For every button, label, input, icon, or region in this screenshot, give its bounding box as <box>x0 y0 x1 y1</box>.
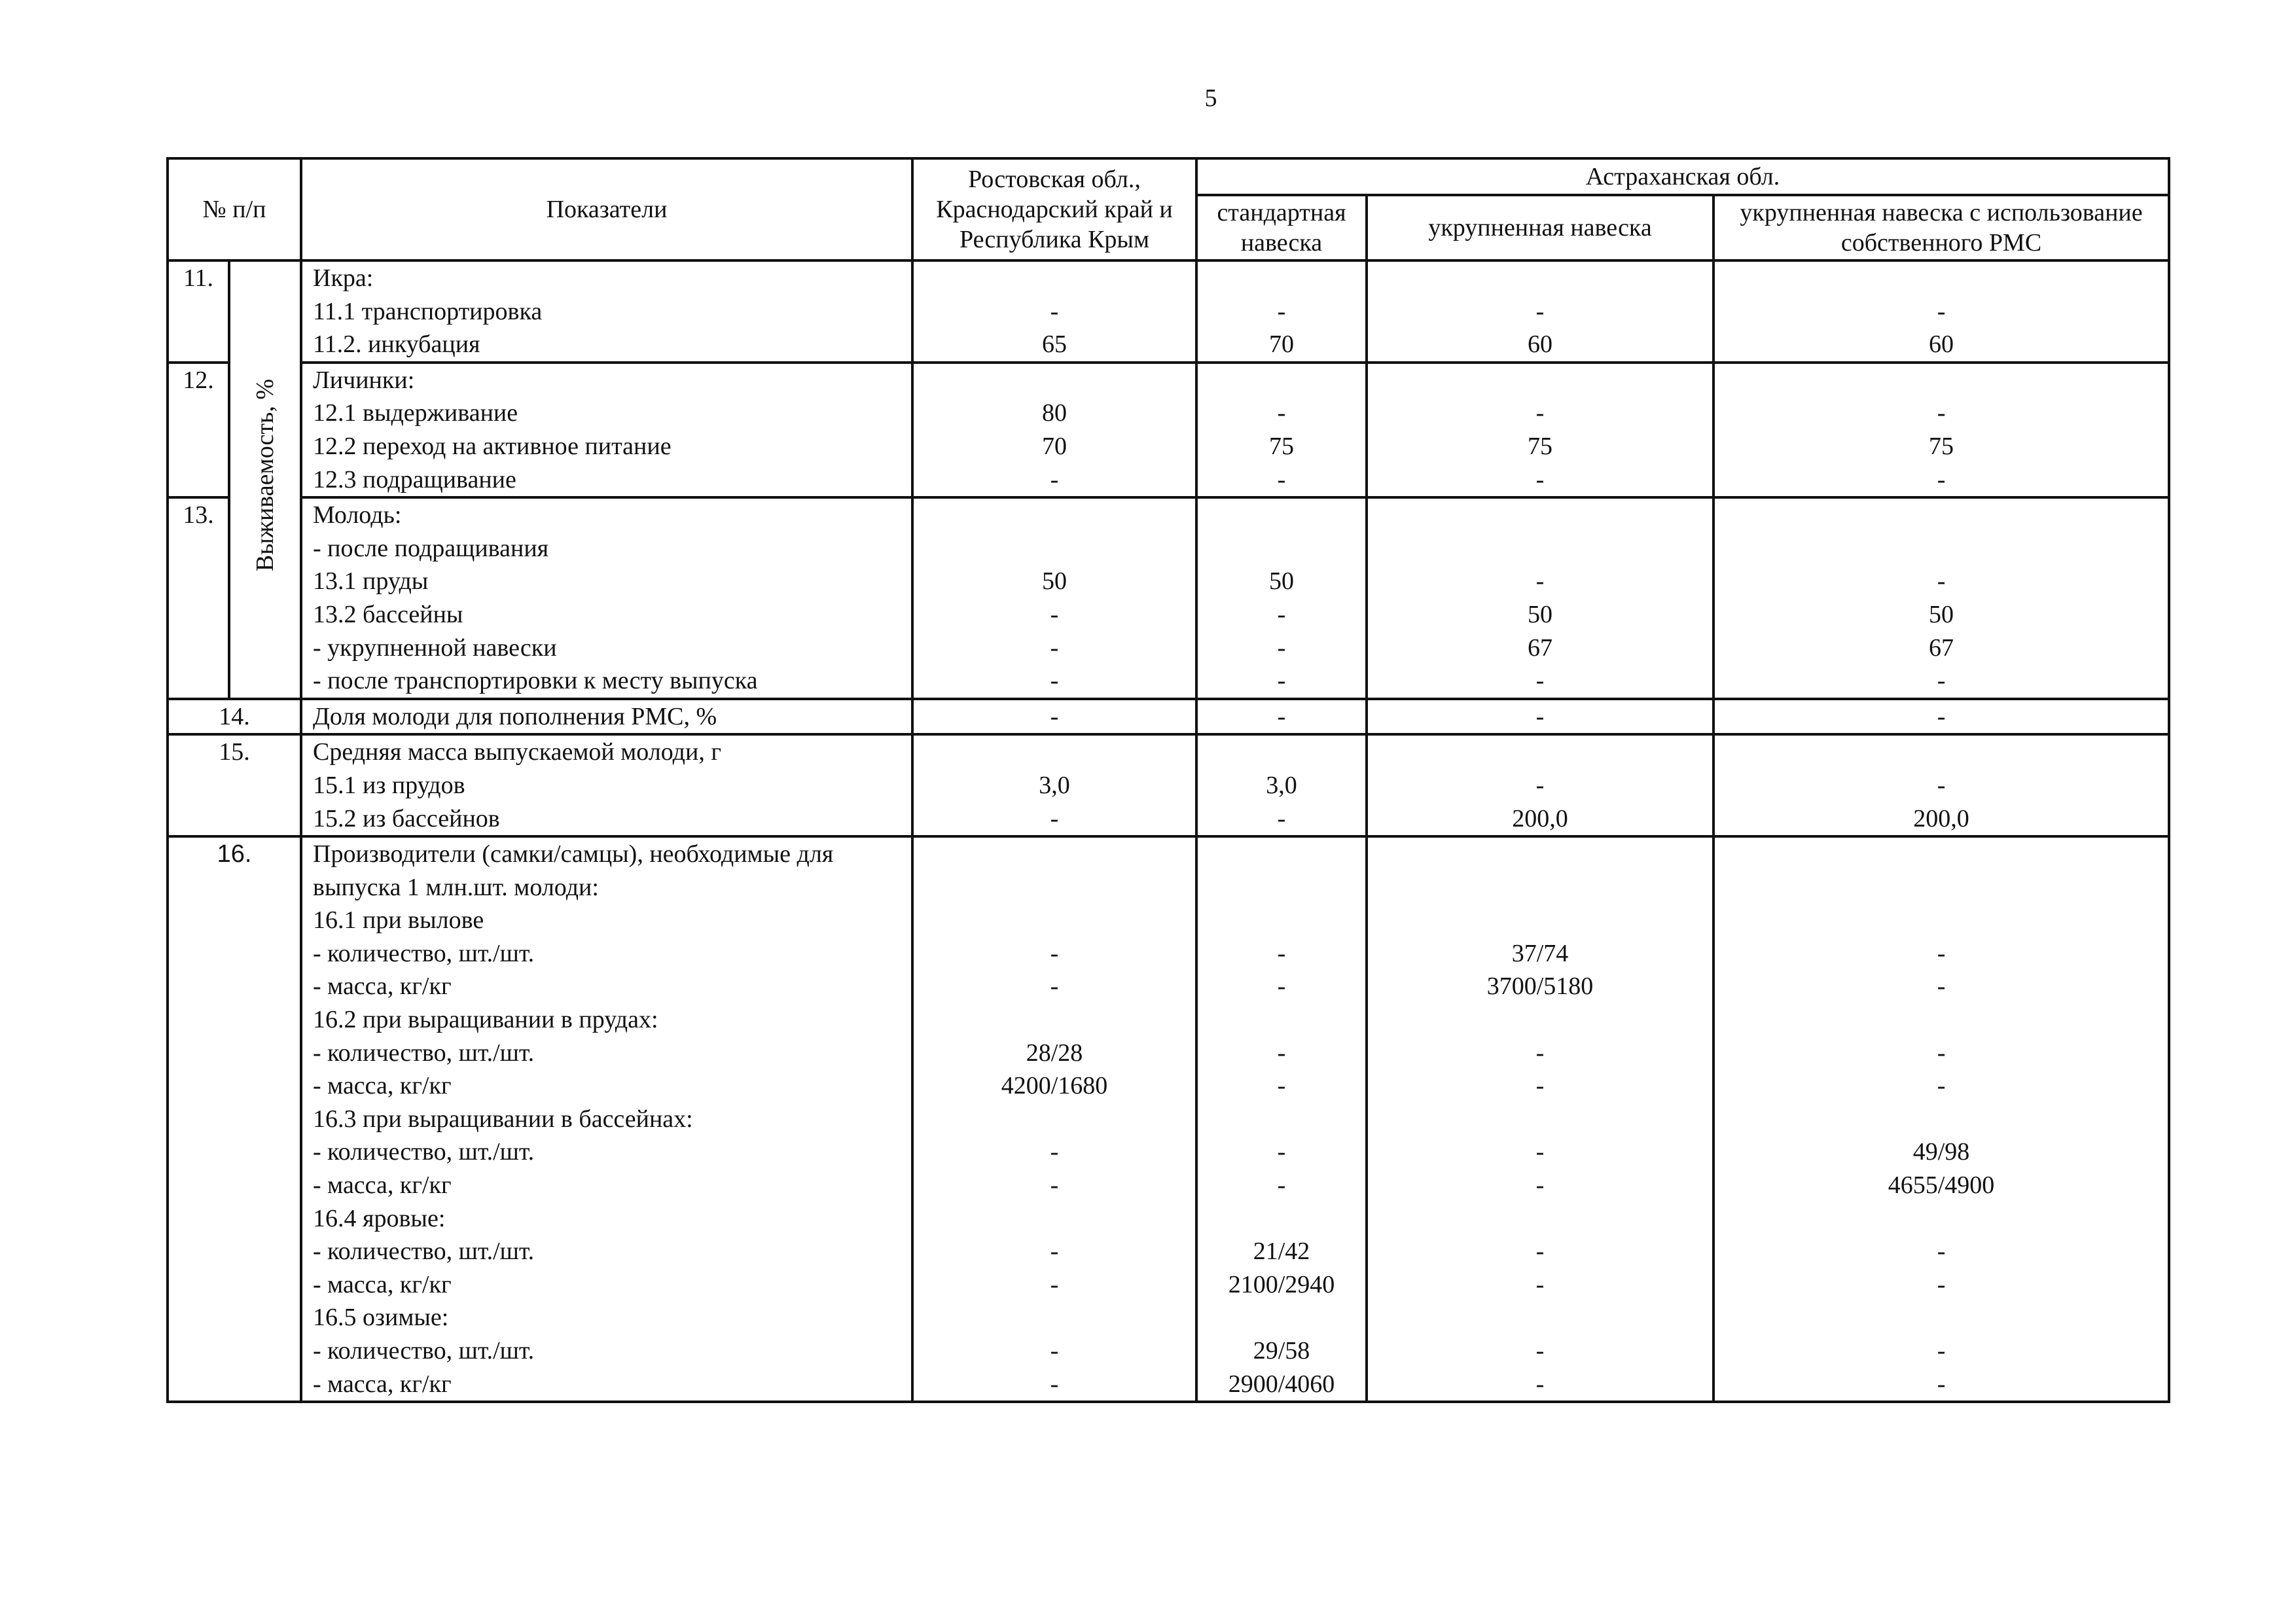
cell-line: 70 <box>1042 432 1067 460</box>
table-row <box>168 363 2169 497</box>
cell-line: - количество, шт./шт. <box>313 1138 535 1166</box>
cell-line: - <box>1937 702 1946 730</box>
data-table <box>166 157 2170 1403</box>
row-number: 16. <box>168 836 301 1402</box>
cell-line: - масса, кг/кг <box>313 1270 452 1298</box>
cell-line: - <box>1277 667 1286 695</box>
indicator-cell <box>301 260 912 363</box>
cell-line: - <box>1277 1072 1286 1100</box>
cell-line: - <box>1937 1238 1946 1266</box>
value-cell-standard <box>1196 260 1367 363</box>
cell-line: - <box>1050 297 1059 325</box>
cell-line: - <box>1535 1072 1545 1100</box>
cell-line: - <box>1937 972 1946 1001</box>
header-region-rostov: Ростовская обл., Краснодарский край и Республика Крым <box>912 158 1196 260</box>
cell-line: - <box>1535 1238 1545 1266</box>
cell-line: - <box>1937 1039 1946 1067</box>
cell-line <box>1200 736 1363 769</box>
cell-line: 12.1 выдерживание <box>313 399 518 427</box>
cell-line: 75 <box>1929 432 1954 460</box>
cell-line: - масса, кг/кг <box>313 972 452 1001</box>
cell-line: 67 <box>1929 633 1954 662</box>
cell-line: - <box>1277 972 1286 1001</box>
cell-line: 200,0 <box>1512 804 1568 832</box>
cell-line: - <box>1050 702 1059 730</box>
cell-line <box>1371 1103 1710 1136</box>
value-cell-rostov <box>912 497 1196 699</box>
cell-line <box>916 1202 1193 1236</box>
value-cell-enlarged-rms <box>1713 260 2169 363</box>
cell-line <box>1717 1003 2165 1037</box>
cell-line <box>1717 364 2165 397</box>
cell-line <box>1371 871 1710 904</box>
cell-line: - <box>1937 1337 1946 1364</box>
cell-line: - <box>1535 702 1545 730</box>
table-row <box>168 699 2169 735</box>
cell-line: - <box>1277 939 1286 967</box>
row-number: 12. <box>168 363 229 497</box>
cell-line: - количество, шт./шт. <box>313 1337 535 1364</box>
cell-line <box>1200 838 1363 871</box>
cell-line: 67 <box>1528 633 1552 662</box>
cell-line: 200,0 <box>1913 804 1969 832</box>
indicator-cell <box>301 734 912 836</box>
cell-line <box>1371 1301 1710 1334</box>
cell-line: - <box>1050 600 1059 628</box>
table-row <box>168 734 2169 836</box>
cell-line <box>1371 904 1710 937</box>
cell-line: 50 <box>1929 600 1954 628</box>
value-cell-enlarged-rms <box>1713 497 2169 699</box>
cell-line: - масса, кг/кг <box>313 1171 452 1200</box>
value-cell-enlarged <box>1367 734 1713 836</box>
cell-line: 21/42 <box>1253 1238 1310 1266</box>
cell-line: - <box>1535 771 1545 799</box>
cell-line: выпуска 1 млн.шт. молоди: <box>313 873 599 901</box>
cell-line <box>916 364 1193 397</box>
cell-line <box>1717 1202 2165 1236</box>
cell-line: - количество, шт./шт. <box>313 1238 535 1266</box>
header-enlarged-own-rms: укрупненная навеска с использование собственного РМС <box>1713 195 2169 260</box>
cell-line: - после подращивания <box>313 534 549 562</box>
row-number: 13. <box>168 497 229 699</box>
cell-line: 16.2 при выращивании в прудах: <box>313 1006 658 1034</box>
cell-line: 15.2 из бассейнов <box>313 804 500 832</box>
cell-line: Икра: <box>313 264 374 292</box>
cell-line: - <box>1050 1270 1059 1298</box>
cell-line: - <box>1050 1238 1059 1266</box>
cell-line: - <box>1535 297 1545 325</box>
cell-line: 13.2 бассейны <box>313 600 463 628</box>
indicator-cell <box>301 363 912 497</box>
cell-line: 3700/5180 <box>1486 972 1594 1001</box>
value-cell-enlarged-rms <box>1713 363 2169 497</box>
cell-line <box>1371 364 1710 397</box>
cell-line: - <box>1277 1039 1286 1067</box>
cell-line: - масса, кг/кг <box>313 1072 452 1100</box>
cell-line: - <box>1050 465 1059 493</box>
value-cell-standard <box>1196 363 1367 497</box>
header-region-astrakhan: Астраханская обл. <box>1196 158 2169 195</box>
cell-line: 29/58 <box>1253 1337 1310 1364</box>
value-cell-enlarged <box>1367 699 1713 735</box>
cell-line: 75 <box>1269 432 1294 460</box>
cell-line: 50 <box>1042 567 1067 596</box>
cell-line: - <box>1535 465 1545 493</box>
cell-line: - <box>1050 633 1059 662</box>
header-indicator: Показатели <box>301 158 912 260</box>
cell-line: - <box>1937 939 1946 967</box>
cell-line <box>1717 1103 2165 1136</box>
value-cell-standard <box>1196 836 1367 1402</box>
header-standard-weight: стандартная навеска <box>1196 195 1367 260</box>
cell-line: Средняя масса выпускаемой молоди, г <box>313 738 721 766</box>
cell-line <box>1200 1301 1363 1334</box>
cell-line <box>1371 736 1710 769</box>
cell-line: 2900/4060 <box>1228 1370 1335 1398</box>
cell-line: 16.1 при вылове <box>313 906 484 935</box>
value-cell-rostov <box>912 260 1196 363</box>
cell-line: - <box>1050 804 1059 832</box>
cell-line <box>916 1003 1193 1037</box>
cell-line: - <box>1535 1270 1545 1298</box>
cell-line <box>1717 871 2165 904</box>
cell-line: - <box>1277 297 1286 325</box>
cell-line: - <box>1277 465 1286 493</box>
table-row <box>168 497 2169 699</box>
cell-line: - <box>1937 667 1946 695</box>
row-number: 11. <box>168 260 229 363</box>
cell-line <box>1717 532 2165 565</box>
cell-line: 4655/4900 <box>1888 1171 1995 1200</box>
cell-line: 75 <box>1528 432 1552 460</box>
value-cell-enlarged-rms <box>1713 699 2169 735</box>
cell-line: - после транспортировки к месту выпуска <box>313 667 758 695</box>
cell-line <box>916 871 1193 904</box>
value-cell-rostov <box>912 699 1196 735</box>
cell-line <box>916 262 1193 295</box>
value-cell-enlarged <box>1367 363 1713 497</box>
cell-line: - <box>1535 1370 1545 1398</box>
cell-line: 16.4 яровые: <box>313 1204 446 1232</box>
cell-line: - <box>1050 972 1059 1001</box>
cell-line: - <box>1277 600 1286 628</box>
cell-line: - <box>1535 567 1545 596</box>
cell-line: 37/74 <box>1511 939 1569 967</box>
survival-label: Выживаемость, % <box>251 379 279 572</box>
cell-line: - количество, шт./шт. <box>313 1039 535 1067</box>
cell-line: 50 <box>1528 600 1552 628</box>
header-num: № п/п <box>168 158 301 260</box>
row-number: 15. <box>168 734 301 836</box>
cell-line <box>1717 499 2165 532</box>
cell-line <box>1717 838 2165 871</box>
cell-line <box>916 838 1193 871</box>
cell-line: 28/28 <box>1026 1039 1083 1067</box>
cell-line: - <box>1535 399 1545 427</box>
cell-line <box>1717 262 2165 295</box>
cell-line: - <box>1937 771 1946 799</box>
cell-line: 16.5 озимые: <box>313 1304 449 1332</box>
value-cell-standard <box>1196 699 1367 735</box>
cell-line <box>1200 499 1363 532</box>
cell-line: 13.1 пруды <box>313 567 429 596</box>
cell-line: 60 <box>1528 330 1552 359</box>
value-cell-standard <box>1196 734 1367 836</box>
cell-line: 12.2 переход на активное питание <box>313 432 672 460</box>
cell-line: Доля молоди для пополнения РМС, % <box>313 702 717 730</box>
cell-line: 16.3 при выращивании в бассейнах: <box>313 1105 693 1133</box>
cell-line: Молодь: <box>313 501 402 529</box>
cell-line: 3,0 <box>1266 771 1297 799</box>
cell-line: 70 <box>1269 330 1294 359</box>
cell-line: 4200/1680 <box>1001 1072 1108 1100</box>
value-cell-enlarged-rms <box>1713 836 2169 1402</box>
cell-line: 65 <box>1042 330 1067 359</box>
cell-line <box>916 1301 1193 1334</box>
cell-line: - <box>1050 1337 1059 1364</box>
cell-line: - <box>1050 1138 1059 1166</box>
cell-line: 11.2. инкубация <box>313 330 480 359</box>
cell-line <box>1200 1103 1363 1136</box>
cell-line: 12.3 подращивание <box>313 465 516 493</box>
cell-line: - укрупненной навески <box>313 633 557 662</box>
table-row <box>168 260 2169 363</box>
cell-line: - <box>1050 1171 1059 1200</box>
cell-line: 2100/2940 <box>1228 1270 1335 1298</box>
cell-line: 11.1 транспортировка <box>313 297 543 325</box>
cell-line <box>1200 871 1363 904</box>
cell-line: - <box>1277 702 1286 730</box>
cell-line <box>916 532 1193 565</box>
cell-line <box>1717 1301 2165 1334</box>
cell-line: 49/98 <box>1912 1138 1970 1166</box>
cell-line <box>1717 904 2165 937</box>
cell-line: - <box>1937 1270 1946 1298</box>
cell-line: - <box>1277 1138 1286 1166</box>
cell-line <box>1371 262 1710 295</box>
cell-line: 15.1 из прудов <box>313 771 465 799</box>
cell-line: - <box>1937 297 1946 325</box>
survival-label-cell <box>229 260 301 699</box>
cell-line: 80 <box>1042 399 1067 427</box>
value-cell-rostov <box>912 836 1196 1402</box>
cell-line: - <box>1277 399 1286 427</box>
page-number: 5 <box>1204 84 1217 112</box>
cell-line: - <box>1937 465 1946 493</box>
cell-line <box>1200 904 1363 937</box>
cell-line <box>1200 262 1363 295</box>
cell-line <box>1200 532 1363 565</box>
cell-line <box>916 499 1193 532</box>
value-cell-enlarged <box>1367 497 1713 699</box>
value-cell-standard <box>1196 497 1367 699</box>
cell-line <box>1371 1202 1710 1236</box>
cell-line <box>916 1103 1193 1136</box>
cell-line: Личинки: <box>313 366 415 394</box>
cell-line: - <box>1535 667 1545 695</box>
cell-line: - <box>1535 1337 1545 1364</box>
cell-line: 50 <box>1269 567 1294 596</box>
cell-line: - <box>1937 1072 1946 1100</box>
cell-line: - <box>1050 939 1059 967</box>
cell-line: 60 <box>1929 330 1954 359</box>
cell-line: - <box>1535 1171 1545 1200</box>
indicator-cell <box>301 699 912 735</box>
cell-line <box>1717 736 2165 769</box>
cell-line <box>1371 838 1710 871</box>
cell-line: - <box>1937 567 1946 596</box>
cell-line <box>1200 364 1363 397</box>
cell-line: - масса, кг/кг <box>313 1370 452 1398</box>
cell-line: - количество, шт./шт. <box>313 939 535 967</box>
cell-line <box>1371 499 1710 532</box>
row-number: 14. <box>168 699 301 735</box>
cell-line: - <box>1277 804 1286 832</box>
value-cell-enlarged-rms <box>1713 734 2169 836</box>
cell-line: - <box>1937 1370 1946 1398</box>
cell-line: 3,0 <box>1039 771 1070 799</box>
cell-line: - <box>1277 633 1286 662</box>
table-row <box>168 836 2169 1402</box>
indicator-cell <box>301 836 912 1402</box>
cell-line <box>1371 1003 1710 1037</box>
cell-line: - <box>1535 1039 1545 1067</box>
cell-line: - <box>1277 1171 1286 1200</box>
cell-line: Производители (самки/самцы), необходимые для <box>313 840 834 868</box>
cell-line: - <box>1937 399 1946 427</box>
value-cell-enlarged <box>1367 260 1713 363</box>
value-cell-rostov <box>912 363 1196 497</box>
cell-line <box>916 736 1193 769</box>
cell-line: - <box>1535 1138 1545 1166</box>
indicator-cell <box>301 497 912 699</box>
cell-line: - <box>1050 667 1059 695</box>
cell-line: - <box>1050 1370 1059 1398</box>
cell-line <box>916 904 1193 937</box>
cell-line <box>1200 1202 1363 1236</box>
cell-line <box>1371 532 1710 565</box>
value-cell-rostov <box>912 734 1196 836</box>
header-enlarged-weight: укрупненная навеска <box>1367 195 1713 260</box>
value-cell-enlarged <box>1367 836 1713 1402</box>
cell-line <box>1200 1003 1363 1037</box>
